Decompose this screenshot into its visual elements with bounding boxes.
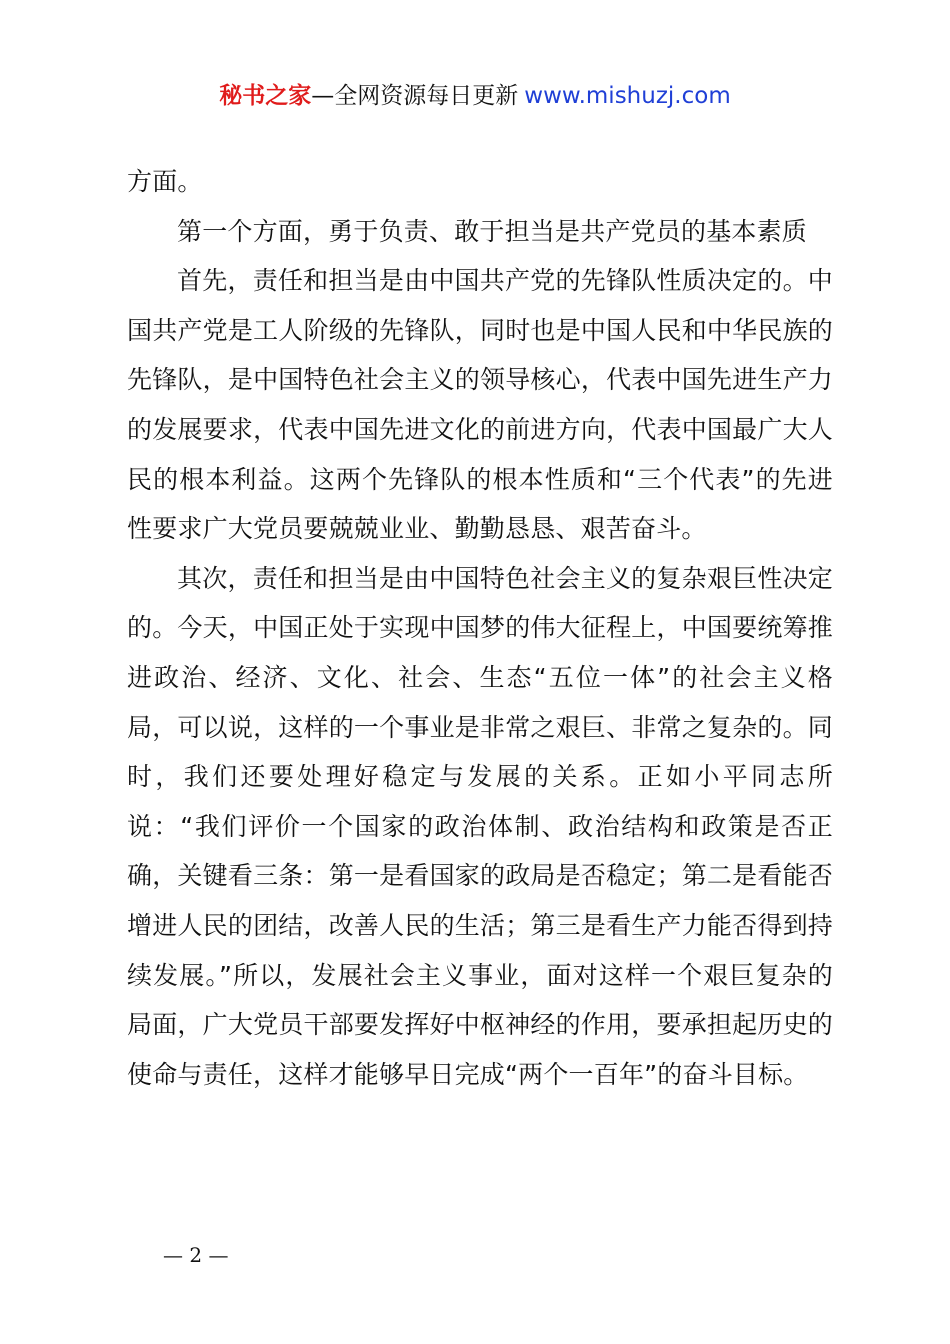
paragraph-second: 其次，责任和担当是由中国特色社会主义的复杂艰巨性决定的。今天，中国正处于实现中国梦的伟大征程上，中国要统筹推进政治、经济、文化、社会、生态“五位一体”的社会主义格局，可以说，这样的一个事业是非常之艰巨、非常之复杂的。同时，我们还要处理好稳定与发展的关系。正如小平同志所说：“我们评价一个国家的政治体制、政治结构和政策是否正确，关键看三条：第一是看国家的政局是否稳定；第二是看能否增进人民的团结，改善人民的生活；第三是看生产力能否得到持续发展。”所以，发展社会主义事业，面对这样一个艰巨复杂的局面，广大党员干部要发挥好中枢神经的作用，要承担起历史的使命与责任，这样才能够早日完成“两个一百年”的奋斗目标。	[127, 563, 833, 1089]
document-body	[127, 157, 833, 1099]
paragraph-first: 首先，责任和担当是由中国共产党的先锋队性质决定的。中国共产党是工人阶级的先锋队，同时也是中国人民和中华民族的先锋队，是中国特色社会主义的领导核心，代表中国先进生产力的发展要求，代表中国先进文化的前进方向，代表中国最广大人民的根本利益。这两个先锋队的根本性质和“三个代表”的先进性要求广大党员要兢兢业业、勤勤恳恳、艰苦奋斗。	[127, 266, 833, 544]
section-heading: 第一个方面，勇于负责、敢于担当是共产党员的基本素质	[177, 216, 808, 246]
site-header	[0, 80, 950, 112]
site-brand: 秘书之家	[219, 83, 312, 109]
page-number: — 2 —	[163, 1243, 229, 1267]
paragraph-continuation: 方面。	[127, 167, 203, 196]
site-slogan: —全网资源每日更新	[311, 83, 519, 109]
site-url: www.mishuzj.com	[524, 83, 731, 109]
